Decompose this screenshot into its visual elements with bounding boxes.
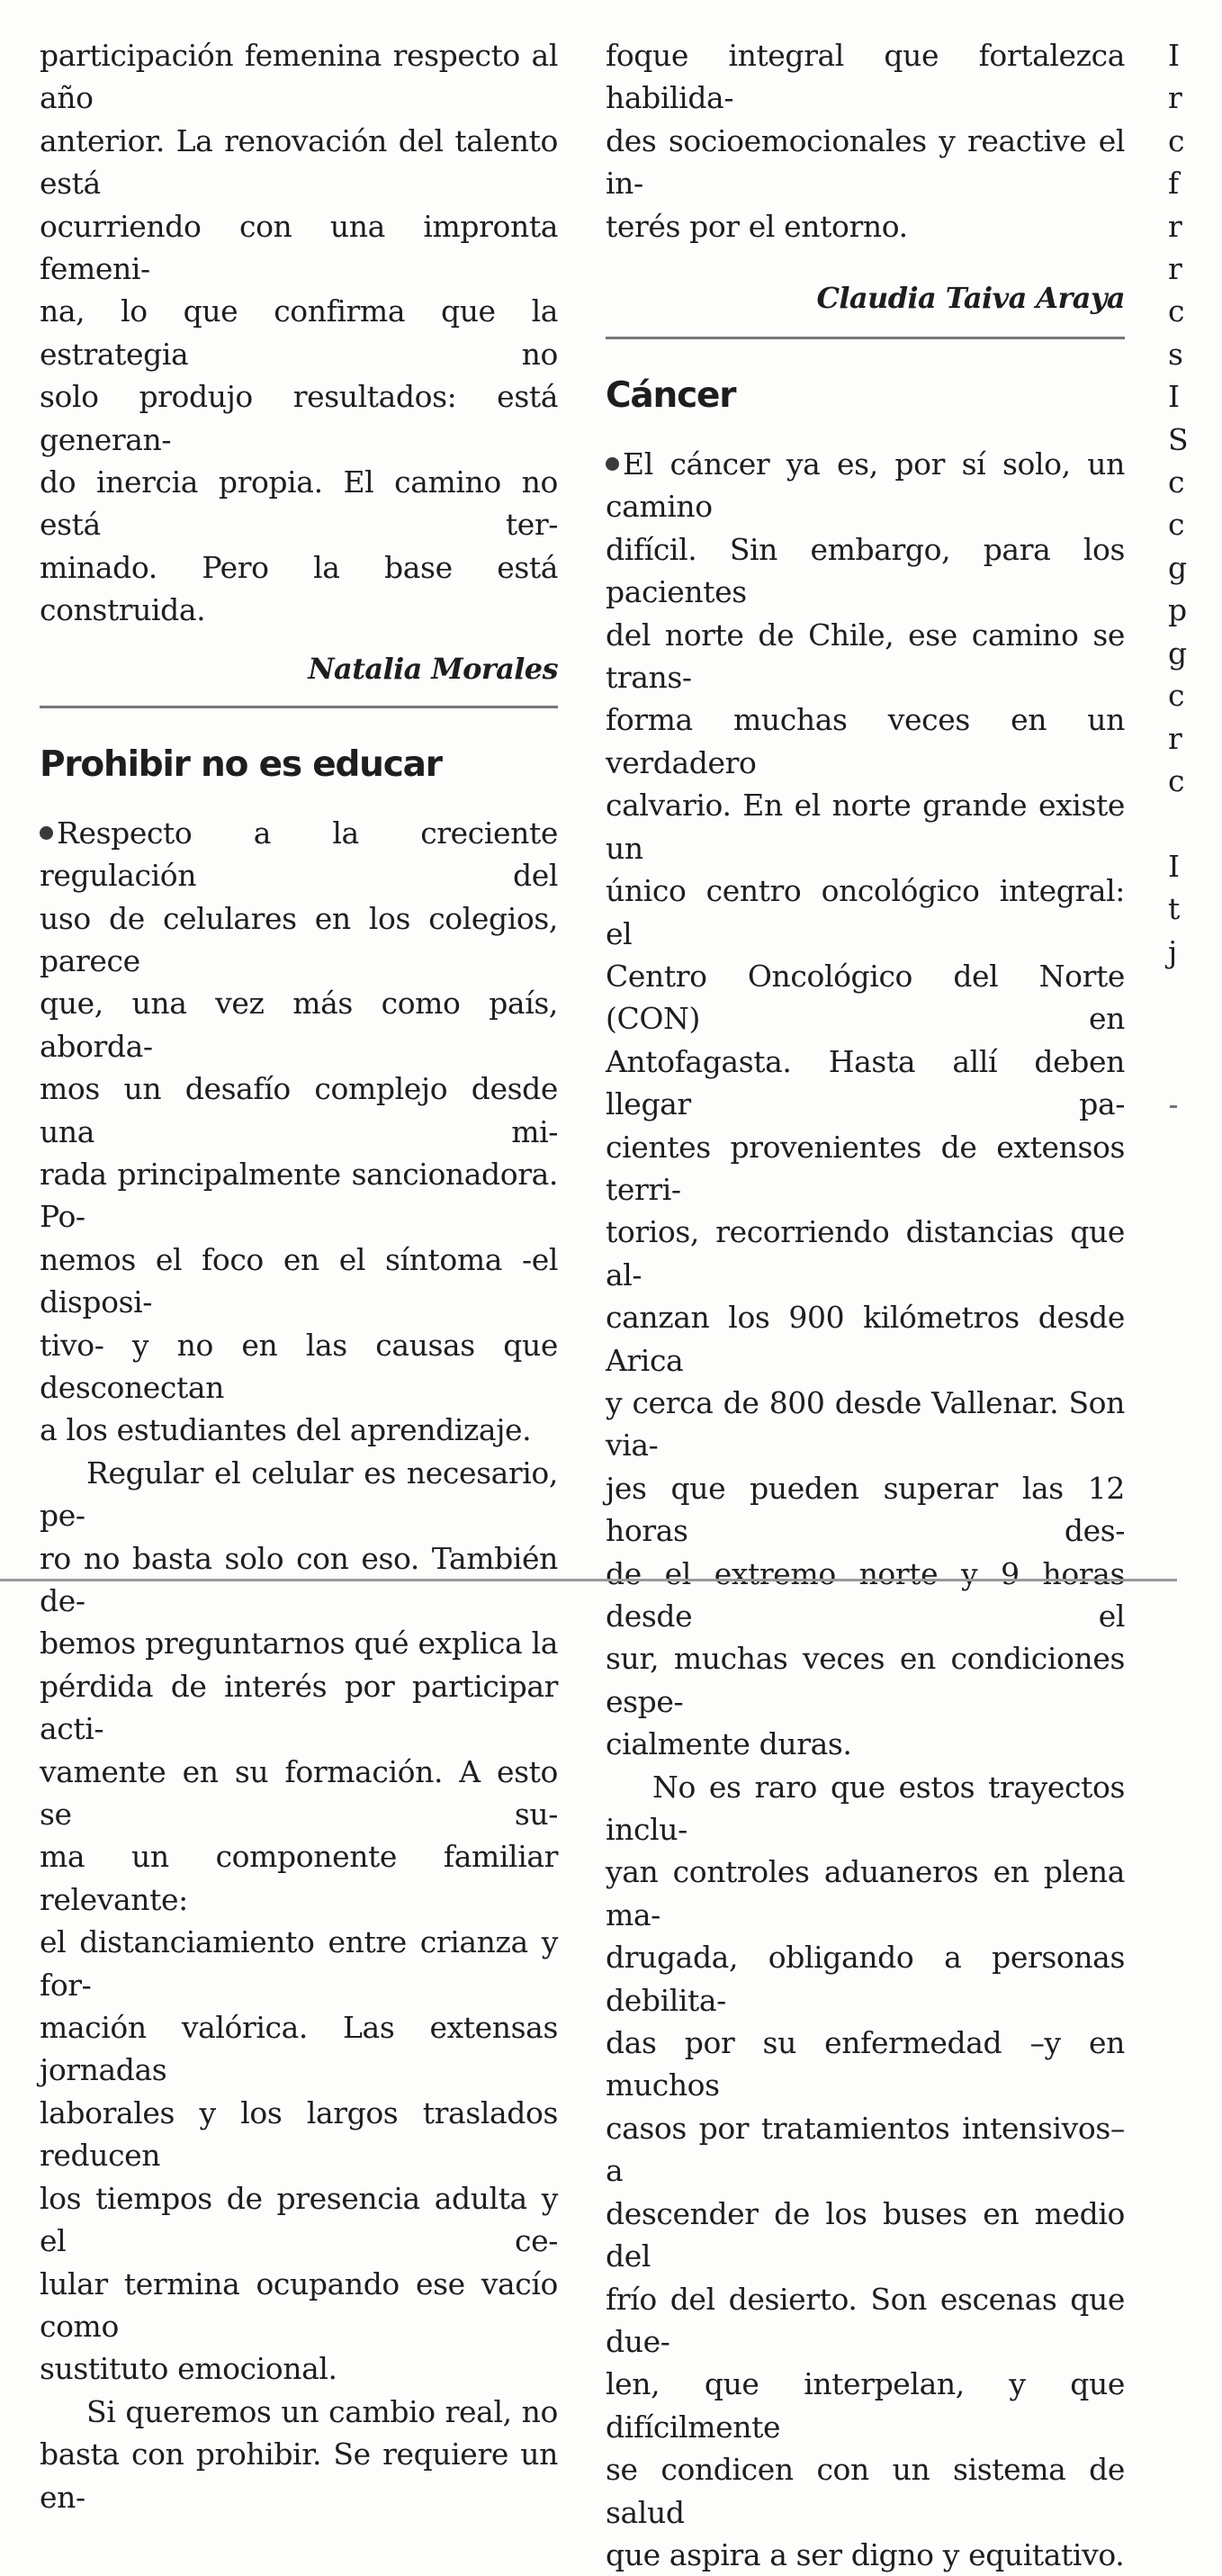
text-line	[606, 955, 1125, 1040]
text-line-content: No es raro que estos trayectos inclu-	[606, 1769, 1125, 1848]
text-line-content: terés por el entorno.	[606, 208, 908, 244]
text-line	[606, 2534, 1125, 2576]
text-line	[40, 2263, 558, 2348]
text-line	[40, 2177, 558, 2263]
text-line-content: de el extremo norte y 9 horas desde el	[606, 1555, 1125, 1634]
text-line-content: len, que interpelan, y que difícilmente	[606, 2366, 1125, 2445]
text-line-content: uso de celulares en los colegios, parece	[40, 900, 558, 978]
text-line-content: forma muchas veces en un verdadero	[606, 702, 1125, 780]
text-line-content: tivo- y no en las causas que desconectan	[40, 1327, 558, 1405]
text-line	[606, 1766, 1125, 1851]
text-line-content: calvario. En el norte grande existe un	[606, 788, 1125, 866]
text-line	[606, 698, 1125, 784]
text-line	[606, 1723, 1125, 1765]
letter-2-author: Claudia Taiva Araya	[816, 281, 1125, 316]
text-line	[606, 1851, 1125, 1936]
text-line-content: yan controles aduaneros en plena ma-	[606, 1854, 1125, 1932]
text-line	[40, 897, 558, 983]
cropped-fragment: I	[1168, 848, 1180, 884]
text-line	[606, 784, 1125, 869]
text-line	[40, 34, 558, 120]
text-line	[606, 34, 1125, 120]
text-line-content: lular termina ocupando ese vacío como	[40, 2265, 558, 2344]
text-line-content: rada principalmente sancionadora. Po-	[40, 1156, 558, 1235]
cropped-fragment: c	[1168, 122, 1185, 158]
page-bottom-rule	[0, 1579, 1177, 1581]
letter-3-headline: Cáncer	[606, 375, 736, 417]
text-line	[40, 2006, 558, 2092]
text-line	[40, 1835, 558, 1921]
text-line-content: basta con prohibir. Se requiere un en-	[40, 2436, 558, 2515]
letter-2-continuation	[606, 34, 1125, 248]
text-line	[40, 2391, 558, 2433]
text-line-content: único centro oncológico integral: el	[606, 873, 1125, 951]
text-line-content: casos por tratamientos intensivos– a	[606, 2110, 1125, 2189]
cropped-fragment: I	[1168, 379, 1180, 415]
text-line	[40, 1324, 558, 1410]
text-line	[606, 528, 1125, 614]
text-line-content: solo produjo resultados: está generan-	[40, 379, 558, 457]
letter-1-text	[40, 34, 558, 632]
text-line-content: sur, muchas veces en condiciones espe-	[606, 1641, 1125, 1719]
cropped-fragment: c	[1168, 293, 1185, 329]
text-line	[40, 812, 558, 897]
cropped-fragment: c	[1168, 464, 1185, 500]
text-line	[606, 120, 1125, 205]
text-line-content: minado. Pero la base está construida.	[40, 549, 558, 628]
text-line	[40, 2092, 558, 2177]
text-line-content: das por su enfermedad –y en muchos	[606, 2025, 1125, 2103]
column-2	[606, 34, 1125, 2576]
text-line-content: do inercia propia. El camino no está ter-	[40, 464, 558, 543]
text-line-content: torios, recorriendo distancias que al-	[606, 1214, 1125, 1293]
text-line	[606, 1467, 1125, 1553]
text-line-content: mos un desafío complejo desde una mi-	[40, 1071, 558, 1149]
text-line-content: participación femenina respecto al año	[40, 38, 558, 116]
text-line	[40, 1067, 558, 1153]
text-line-content: ma un componente familiar relevante:	[40, 1839, 558, 1917]
text-line-content: Centro Oncológico del Norte (CON) en	[606, 958, 1125, 1037]
text-line-content: cialmente duras.	[606, 1726, 852, 1762]
column-1	[40, 34, 558, 2518]
cropped-fragment: f	[1168, 166, 1179, 202]
text-line	[606, 1637, 1125, 1723]
text-line-content: Si queremos un cambio real, no	[86, 2393, 558, 2429]
text-line-content: y cerca de 800 desde Vallenar. Son via-	[606, 1384, 1125, 1464]
text-line	[40, 1751, 558, 1836]
text-line	[606, 869, 1125, 955]
letter-2-paragraph-2	[40, 1452, 558, 2391]
letter-2-body	[40, 812, 558, 2518]
text-line	[606, 1553, 1125, 1638]
text-line	[606, 2107, 1125, 2193]
text-line-content: el distanciamiento entre crianza y for-	[40, 1924, 558, 2003]
text-line	[40, 1452, 558, 1537]
cropped-fragment: r	[1168, 251, 1182, 287]
text-line	[40, 120, 558, 205]
text-line-content: foque integral que fortalezca habilida-	[606, 38, 1125, 116]
text-line	[606, 1040, 1125, 1126]
cropped-fragment: c	[1168, 507, 1185, 543]
cropped-fragment: s	[1168, 336, 1183, 372]
text-line	[606, 1211, 1125, 1296]
text-line	[606, 2278, 1125, 2364]
text-line-content: descender de los buses en medio del	[606, 2195, 1125, 2274]
cropped-fragment: c	[1168, 762, 1185, 798]
letter-2-paragraph-3	[40, 2391, 558, 2518]
column-3-rule	[1170, 1105, 1177, 1108]
text-line-content: ocurriendo con una impronta femeni-	[40, 208, 558, 287]
cropped-fragment	[1168, 802, 1222, 844]
text-line-content: jes que pueden superar las 12 horas des-	[606, 1470, 1125, 1549]
text-line-content: drugada, obligando a personas debilita-	[606, 1940, 1125, 2018]
text-line-content: El cáncer ya es, por sí solo, un camino	[606, 446, 1125, 525]
text-line	[606, 614, 1125, 699]
text-line	[40, 1153, 558, 1238]
text-line	[40, 375, 558, 461]
text-line-content: bemos preguntarnos qué explica la	[40, 1626, 558, 1662]
cropped-fragment: r	[1168, 208, 1182, 244]
text-line-content: canzan los 900 kilómetros desde Arica	[606, 1300, 1125, 1378]
text-line-content: laborales y los largos traslados reducen	[40, 2094, 558, 2174]
text-line	[606, 2448, 1125, 2534]
text-line-content: que aspira a ser digno y equitativo.	[606, 2536, 1125, 2572]
text-line	[606, 443, 1125, 528]
letter-3-paragraph-1	[606, 443, 1125, 1766]
text-line	[40, 1622, 558, 1664]
cropped-fragment: r	[1168, 80, 1182, 116]
text-line-content: Respecto a la creciente regulación del	[40, 815, 558, 894]
cropped-fragment: g	[1168, 549, 1187, 585]
cropped-fragment: p	[1168, 592, 1187, 628]
text-line	[606, 2363, 1125, 2448]
bullet-icon	[606, 457, 619, 471]
text-line-content: ro no basta solo con eso. También de-	[40, 1540, 558, 1618]
column-3-cropped	[1168, 34, 1222, 973]
text-line	[40, 982, 558, 1067]
letter-2-headline: Prohibir no es educar	[40, 743, 442, 785]
text-line	[606, 205, 1125, 248]
text-line-content: pérdida de interés por participar acti-	[40, 1668, 558, 1747]
text-line-content: Antofagasta. Hasta allí deben llegar pa-	[606, 1043, 1125, 1122]
text-line-content: del norte de Chile, ese camino se trans-	[606, 617, 1125, 696]
text-line-content: Regular el celular es necesario, pe-	[40, 1455, 558, 1534]
text-line-content: des socioemocionales y reactive el in-	[606, 122, 1125, 202]
cropped-fragment: c	[1168, 678, 1185, 714]
text-line-content: mación valórica. Las extensas jornadas	[40, 2010, 558, 2088]
text-line-content: na, lo que confirma que la estrategia no	[40, 293, 558, 372]
text-line	[40, 290, 558, 375]
text-line	[40, 1409, 558, 1451]
text-line-content: frío del desierto. Son escenas que due-	[606, 2281, 1125, 2359]
text-line-content: anterior. La renovación del talento está	[40, 122, 558, 202]
text-line	[40, 1921, 558, 2006]
text-line-content: difícil. Sin embargo, para los pacientes	[606, 531, 1125, 610]
bullet-icon	[40, 826, 53, 840]
text-line-content: sustituto emocional.	[40, 2351, 337, 2387]
text-line-content: se condicen con un sistema de salud	[606, 2452, 1125, 2530]
text-line-content: nemos el foco en el síntoma -el disposi-	[40, 1241, 558, 1320]
cropped-fragment: I	[1168, 38, 1180, 73]
cropped-fragment: j	[1168, 933, 1177, 969]
text-line	[606, 1296, 1125, 1382]
section-divider	[606, 337, 1125, 339]
letter-3-body	[606, 443, 1125, 2576]
cropped-fragment: t	[1168, 891, 1180, 927]
text-line-content: cientes provenientes de extensos terri-	[606, 1129, 1125, 1207]
text-line	[40, 2347, 558, 2390]
text-line	[606, 1126, 1125, 1211]
letter-1-author: Natalia Morales	[308, 651, 558, 686]
cropped-fragment: S	[1168, 421, 1189, 457]
text-line	[606, 2193, 1125, 2278]
cropped-fragment: g	[1168, 635, 1187, 671]
text-line	[40, 546, 558, 632]
text-line-content: los tiempos de presencia adulta y el ce-	[40, 2180, 558, 2259]
letter-3-paragraph-2	[606, 1766, 1125, 2576]
text-line	[606, 1936, 1125, 2022]
text-line	[40, 1238, 558, 1324]
text-line	[606, 1382, 1125, 1467]
text-line-content: vamente en su formación. A esto se su-	[40, 1753, 558, 1833]
text-line-content: a los estudiantes del aprendizaje.	[40, 1412, 532, 1448]
section-divider	[40, 706, 558, 708]
letter-2-paragraph-1	[40, 812, 558, 1452]
text-line	[40, 205, 558, 291]
text-line	[40, 2433, 558, 2518]
text-line-content: que, una vez más como país, aborda-	[40, 986, 558, 1064]
text-line	[40, 1665, 558, 1751]
text-line	[606, 2022, 1125, 2107]
cropped-fragment: r	[1168, 720, 1182, 756]
text-line	[40, 461, 558, 546]
